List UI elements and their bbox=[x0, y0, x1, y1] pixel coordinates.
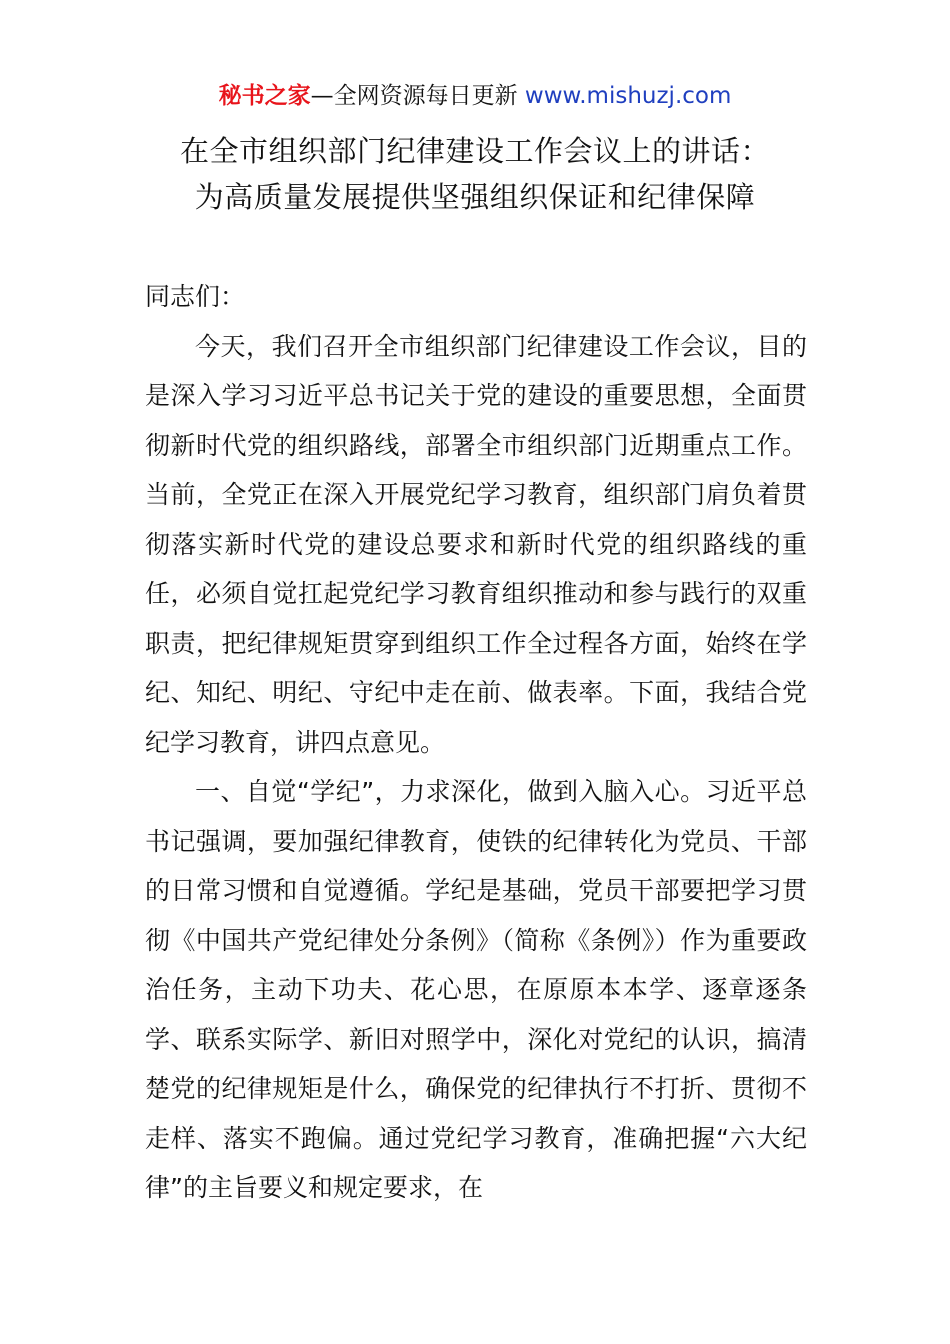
document-body bbox=[145, 272, 807, 1213]
title-line-2: 为高质量发展提供坚强组织保证和纪律保障 bbox=[194, 180, 756, 214]
document-title bbox=[0, 128, 950, 220]
site-header bbox=[0, 80, 950, 112]
brand-name: 秘书之家 bbox=[218, 83, 311, 109]
site-url[interactable]: www.mishuzj.com bbox=[524, 83, 732, 109]
header-tagline: —全网资源每日更新 bbox=[310, 83, 525, 109]
paragraph-intro: 今天，我们召开全市组织部门纪律建设工作会议，目的是深入学习习近平总书记关于党的建设的重要思想，全面贯彻新时代党的组织路线，部署全市组织部门近期重点工作。当前，全党正在深入开展党纪学习教育，组织部门肩负着贯彻落实新时代党的建设总要求和新时代党的组织路线的重任，必须自觉扛起党纪学习教育组织推动和参与践行的双重职责，把纪律规矩贯穿到组织工作全过程各方面，始终在学纪、知纪、明纪、守纪中走在前、做表率。下面，我结合党纪学习教育，讲四点意见。 bbox=[145, 331, 807, 757]
paragraph-section-one: 一、自觉“学纪”，力求深化，做到入脑入心。习近平总书记强调，要加强纪律教育，使铁的纪律转化为党员、干部的日常习惯和自觉遵循。学纪是基础，党员干部要把学习贯彻《中国共产党纪律处分条例》（简称《条例》）作为重要政治任务，主动下功夫、花心思，在原原本本学、逐章逐条学、联系实际学、新旧对照学中，深化对党纪的认识，搞清楚党的纪律规矩是什么，确保党的纪律执行不打折、贯彻不走样、落实不跑偏。通过党纪学习教育，准确把握“六大纪律”的主旨要义和规定要求，在 bbox=[145, 777, 807, 1202]
salutation: 同志们： bbox=[145, 282, 246, 311]
title-line-1: 在全市组织部门纪律建设工作会议上的讲话： bbox=[179, 134, 770, 168]
